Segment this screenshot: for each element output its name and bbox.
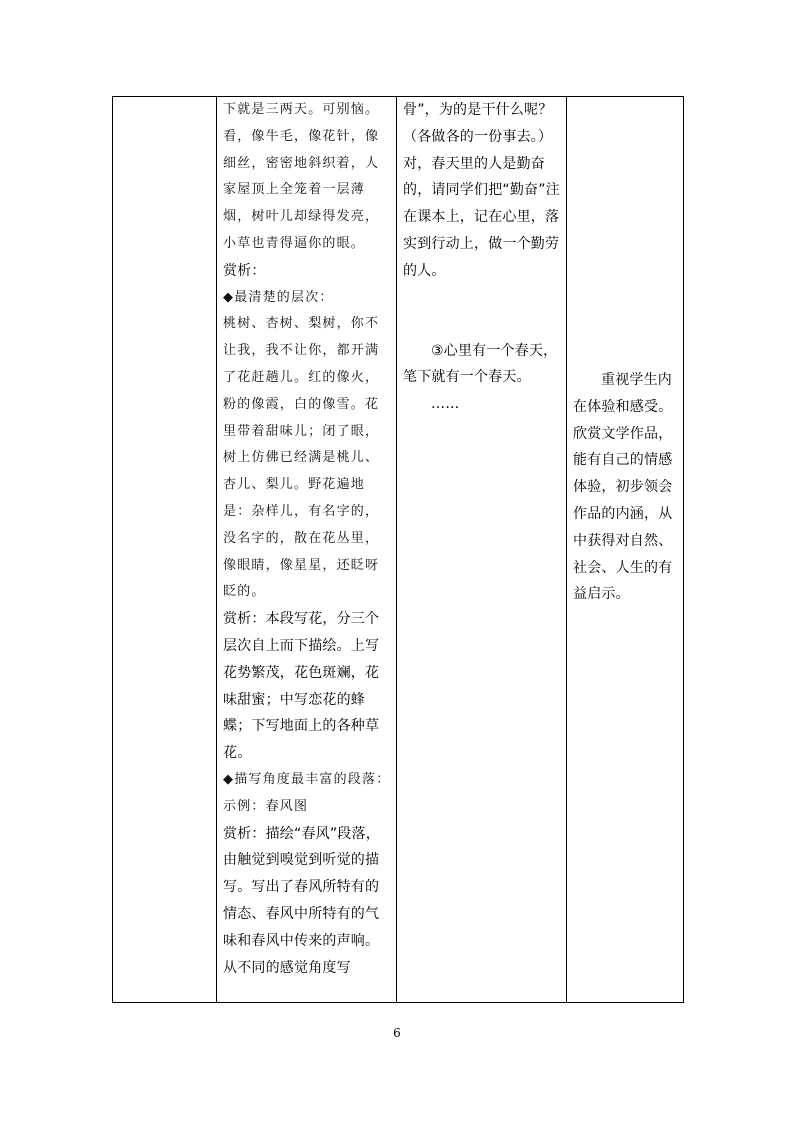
page-number: 6 <box>393 1026 401 1040</box>
ellipsis-text: …… <box>431 396 460 413</box>
design-intent-text: 重视学生内在体验和感受。欣赏文学作品，能有自己的情感体验，初步领会作品的内涵，从中获得对自然、社会、人生的有益启示。 <box>573 372 673 603</box>
column-4-cell <box>567 97 684 1003</box>
teaching-text-spring-heart: ③心里有一个春天，笔下就有一个春天。 <box>403 342 558 386</box>
quoted-text-flowers: 桃树、杏树、梨树，你不让我，我不让你，都开满了花赶趟儿。红的像火，粉的像霞，白的像雪。花里带着甜味儿；闭了眼，树上仿佛已经满是桃儿、杏儿、梨儿。野花遍地是：杂样儿，有名字的，没名字的，散在花丛里，像眼睛，像星星，还眨呀眨的。 <box>223 316 380 600</box>
column-3-cell <box>397 97 567 1003</box>
column-1-cell <box>113 97 217 1003</box>
teaching-text-diligence: 骨”，为的是干什么呢？（各做各的一份事去。）对，春天里的人是勤奋的，请同学们把“勤奋”注在课本上，记在心里，落实到行动上，做一个勤劳的人。 <box>403 102 560 279</box>
quoted-text-rain: 下就是三两天。可别恼。看，像牛毛，像花针，像细丝，密密地斜织着，人家屋顶上全笼着一层薄烟，树叶儿却绿得发亮，小草也青得逼你的眼。 <box>223 102 380 251</box>
heading-clearest-layers: ◆最清楚的层次： <box>223 289 334 305</box>
lesson-plan-table <box>112 96 684 1003</box>
appreciation-spring-wind: 赏析：描绘“春风”段落，由触觉到嗅觉到听觉的描写。写出了春风所特有的情态、春风中所特有的气味和春风中传来的声响。从不同的感觉角度写 <box>223 825 380 976</box>
appreciation-flowers: 赏析：本段写花，分三个层次自上而下描绘。上写花势繁茂，花色斑斓，花味甜蜜；中写恋花的蜂蝶；下写地面上的各种草花。 <box>223 611 380 762</box>
example-spring-wind: 示例：春风图 <box>223 798 309 814</box>
heading-richest-angles: ◆描写角度最丰富的段落： <box>223 771 391 787</box>
appreciation-label: 赏析： <box>223 262 266 279</box>
column-2-cell <box>217 97 397 1003</box>
table-row <box>113 97 684 1003</box>
